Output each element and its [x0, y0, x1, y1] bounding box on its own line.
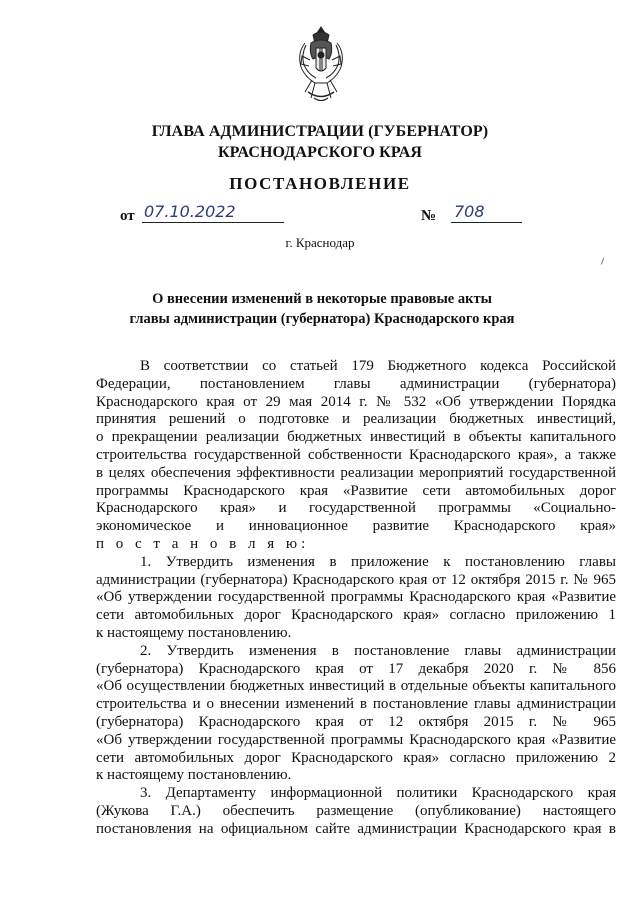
body-line: администрации (губернатора) Краснодарского края от 12 октября 2015 г. № 965: [96, 571, 616, 588]
body-line: В соответствии со статьей 179 Бюджетного кодекса Российской: [140, 358, 616, 374]
body-line: «Об утверждении государственной программы Краснодарского края «Развитие: [96, 589, 616, 606]
title-line-1: О внесении изменений в некоторые правовые акты: [152, 291, 492, 307]
body-line: (Жукова Г.А.) обеспечить размещение (опубликование) настоящего: [96, 802, 616, 819]
body-line: п о с т а н о в л я ю:: [96, 535, 310, 552]
body-line: экономическое и инновационное развитие Краснодарского края»: [96, 518, 616, 535]
document-body: [96, 358, 616, 839]
body-line: Краснодарского края от 29 мая 2014 г. № 532 «Об утверждении Порядка: [96, 393, 616, 410]
body-line: программы Краснодарского края «Развитие сети автомобильных дорог: [96, 482, 616, 499]
document-type: ПОСТАНОВЛЕНИЕ: [229, 174, 411, 193]
body-line: 3. Департаменту информационной политики Краснодарского края: [140, 785, 616, 802]
document-title: [126, 289, 518, 329]
body-line: принятия решений о подготовке и реализации бюджетных инвестиций,: [96, 411, 616, 428]
coat-of-arms-emblem: [293, 25, 350, 105]
authority-line-2: КРАСНОДАРСКОГО КРАЯ: [217, 144, 423, 161]
body-line: «Об осуществлении бюджетных инвестиций в отдельные объекты капитального: [96, 678, 616, 695]
body-line: к настоящему постановлению.: [96, 767, 292, 784]
body-line: строительства государственной собственности Краснодарского края», а также: [96, 446, 616, 463]
body-line: сети автомобильных дорог Краснодарского края» согласно приложению 1: [96, 607, 616, 624]
body-line: (губернатора) Краснодарского края от 12 октября 2015 г. № 965: [96, 713, 616, 730]
document-number: 708: [451, 202, 522, 223]
body-line: 2. Утвердить изменения в постановление главы администрации: [140, 642, 616, 659]
body-line: в целях обеспечения эффективности реализации мероприятий государственной: [96, 464, 616, 481]
body-line: о прекращении реализации бюджетных инвестиций в объекты капитального: [96, 429, 616, 446]
body-line: Краснодарского края» и государственной программы «Социально-: [96, 500, 616, 517]
city-name: г. Краснодар: [285, 235, 355, 250]
small-pen-mark: [601, 258, 606, 266]
body-line: 1. Утвердить изменения в приложение к постановлению главы: [140, 553, 616, 570]
title-line-2: главы администрации (губернатора) Краснодарского края: [129, 311, 515, 327]
number-prefix: №: [421, 208, 437, 224]
document-metadata-row: [120, 202, 520, 226]
date-prefix: от: [120, 208, 135, 224]
document-date: 07.10.2022: [142, 202, 284, 223]
authority-line-1: ГЛАВА АДМИНИСТРАЦИИ (ГУБЕРНАТОР): [151, 123, 489, 140]
body-line: постановления на официальном сайте администрации Краснодарского края в: [96, 820, 616, 837]
body-line: (губернатора) Краснодарского края от 17 декабря 2020 г. № 856: [96, 660, 616, 677]
body-line: Федерации, постановлением главы администрации (губернатора): [96, 375, 616, 392]
body-line: «Об утверждении государственной программы Краснодарского края «Развитие: [96, 731, 616, 748]
body-line: сети автомобильных дорог Краснодарского края» согласно приложению 2: [96, 749, 616, 766]
body-line: строительства и о внесении изменений в постановление главы администрации: [96, 696, 616, 713]
body-line: к настоящему постановлению.: [96, 624, 292, 641]
issuing-authority: [92, 121, 548, 163]
